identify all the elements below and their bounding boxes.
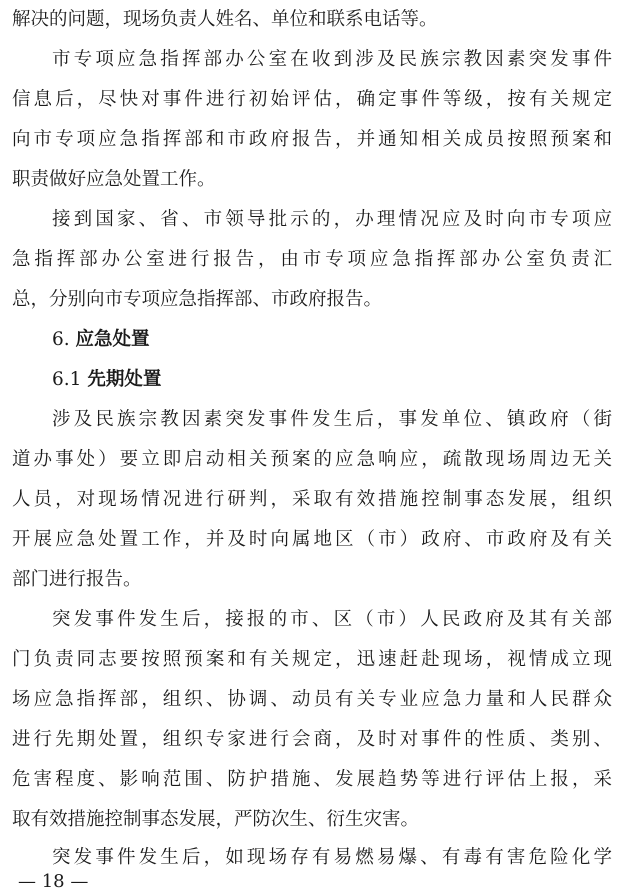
document-page: [12, 0, 612, 894]
section-heading-number: 6.: [52, 329, 70, 350]
section-heading: [12, 320, 612, 360]
paragraph-4-line-3: 人员，对现场情况进行研判，采取有效措施控制事态发展，组织: [12, 489, 612, 510]
paragraph-5-line-6: 取有效措施控制事态发展，严防次生、衍生灾害。: [12, 809, 420, 830]
paragraph-3-line-2: 急指挥部办公室进行报告，由市专项应急指挥部办公室负责汇: [12, 249, 612, 270]
paragraph-2-line-4: 职责做好应急处置工作。: [12, 169, 216, 190]
paragraph-1-line-1: 解决的问题，现场负责人姓名、单位和联系电话等。: [12, 9, 438, 30]
subsection-heading-title: 先期处置: [87, 369, 162, 390]
paragraph-4-line-1: 涉及民族宗教因素突发事件发生后，事发单位、镇政府（街: [52, 409, 612, 430]
subsection-heading: [12, 360, 612, 400]
paragraph-3-line-3: 总，分别向市专项应急指挥部、市政府报告。: [12, 289, 383, 310]
page-number-footer: — 18 —: [18, 871, 89, 892]
paragraph-2-line-2: 信息后，尽快对事件进行初始评估，确定事件等级，按有关规定: [12, 89, 612, 110]
paragraph-3-line-1: 接到国家、省、市领导批示的，办理情况应及时向市专项应: [52, 209, 612, 230]
paragraph-5-line-4: 进行先期处置，组织专家进行会商，及时对事件的性质、类别、: [12, 729, 612, 750]
paragraph-4-line-5: 部门进行报告。: [12, 569, 142, 590]
section-heading-title: 应急处置: [75, 329, 150, 350]
paragraph-6-line-1: 突发事件发生后，如现场存有易燃易爆、有毒有害危险化学: [52, 847, 612, 868]
paragraph-4-line-4: 开展应急处置工作，并及时向属地区（市）政府、市政府及有关: [12, 529, 612, 550]
paragraph-2-line-1: 市专项应急指挥部办公室在收到涉及民族宗教因素突发事件: [52, 49, 612, 70]
paragraph-5-line-5: 危害程度、影响范围、防护措施、发展趋势等进行评估上报，采: [12, 769, 612, 790]
subsection-heading-number: 6.1: [52, 369, 82, 390]
paragraph-5-line-2: 门负责同志要按照预案和有关规定，迅速赶赴现场，视情成立现: [12, 649, 612, 670]
paragraph-5-line-1: 突发事件发生后，接报的市、区（市）人民政府及其有关部: [52, 609, 612, 630]
paragraph-5-line-3: 场应急指挥部，组织、协调、动员有关专业应急力量和人民群众: [12, 689, 612, 710]
paragraph-4-line-2: 道办事处）要立即启动相关预案的应急响应，疏散现场周边无关: [12, 449, 612, 470]
paragraph-2-line-3: 向市专项应急指挥部和市政府报告，并通知相关成员按照预案和: [12, 129, 612, 150]
